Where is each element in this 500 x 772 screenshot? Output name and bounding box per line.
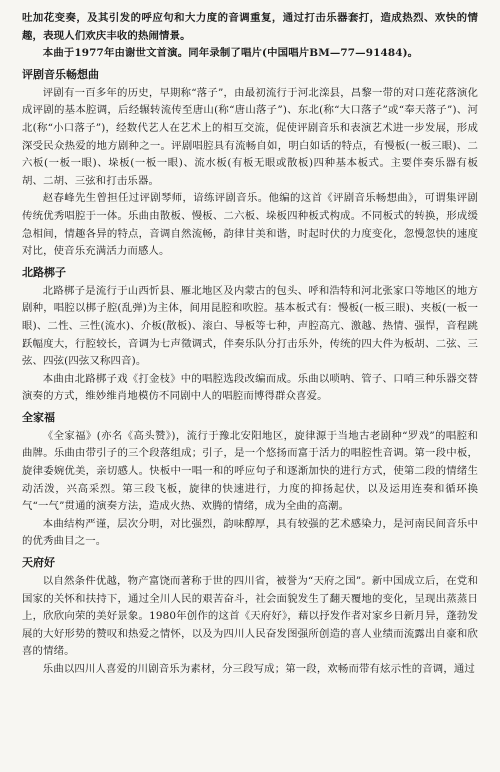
section-title-tianfuhao: 天府好 bbox=[22, 556, 55, 570]
section-tianfuhao-paragraph-2: 乐曲以四川人喜爱的川剧音乐为素材，分三段写成；第一段，欢畅而带有炫示性的音调，通过 bbox=[42, 663, 475, 675]
section-quanjiafu-paragraph-2: 本曲结构严谨，层次分明，对比强烈，韵味醇厚，具有较强的艺术感染力，是河南民间音乐中的优秀曲目之一。 bbox=[22, 517, 478, 548]
section-beilu-paragraph-2: 本曲由北路梆子戏《打金枝》中的唱腔选段改编而成。乐曲以唢呐、管子、口哨三种乐器交替演奏的方式，维妙维肖地模仿不同剧中人的唱腔而博得群众喜爱。 bbox=[22, 372, 478, 403]
section-tianfuhao bbox=[22, 554, 478, 679]
section-tianfuhao-paragraph-1: 以自然条件优越，物产富饶而著称于世的四川省，被誉为“天府之国”。新中国成立后，在党和国家的关怀和扶持下，通过全川人民的艰苦奋斗，社会面貌发生了翻天覆地的变化，呈现出蒸蒸日上，欣欣向荣的美好景象。1980年创作的这首《天府好》，藉以抒发作者对家乡日新月异，蓬勃发展的大好形势的赞叹和热爱之情怀，以及为四川人民奋发图强所创造的喜人业绩而流露出自豪和欣喜的情绪。 bbox=[22, 575, 478, 658]
section-quanjiafu-paragraph-1: 《全家福》(亦名《高头赞》)，流行于豫北安阳地区，旋律源于当地古老剧种“罗戏”的唱腔和曲牌。乐曲由带引子的三个段落组成；引子，是一个悠扬而富于活力的唱腔性音调。第一段中板，旋律委婉优美，亲切感人。快板中一唱一和的呼应句子和逐渐加快的进行方式，使第二段的情绪生动活泼，兴高采烈。第三段飞板，旋律的快速进行，力度的抑扬起伏，以及运用连奏和循环换气“一气”贯通的演奏方法，造成火热、欢腾的情绪，成为全曲的高潮。 bbox=[22, 429, 478, 513]
section-pingju-paragraph-2: 赵春峰先生曾担任过评剧琴师，谙练评剧音乐。他编的这首《评剧音乐畅想曲》，可谓集评剧传统优秀唱腔于一体。乐曲由散板、慢板、二六板、垛板四种板式构成。不同板式的转换，形成缓急相间，情趣各异的特点，音调自然流畅，韵律甘美和谐，时起时伏的力度变化，忽慢忽快的速度对比，使音乐充满活力而感人。 bbox=[22, 192, 478, 258]
section-pingju bbox=[22, 66, 478, 261]
intro-paragraph-1: 吐加花变奏，及其引发的呼应句和大力度的音调重复，通过打击乐器套打，造成热烈、欢快的情趣，表现人们欢庆丰收的热闹情景。 bbox=[22, 12, 478, 42]
section-title-beilu-bangzi: 北路梆子 bbox=[22, 265, 66, 279]
section-title-pingju: 评剧音乐畅想曲 bbox=[22, 67, 99, 81]
section-beilu-paragraph-1: 北路梆子是流行于山西忻县、雁北地区及内蒙古的包头、呼和浩特和河北张家口等地区的地方剧种，唱腔以梆子腔(乱弹)为主体，间用昆腔和吹腔。基本板式有：慢板(一板三眼)、夹板(一板一眼)、二性、三性(流水)、介板(散板)、滚白、导板等七种，声腔高亢、激越、热情、强悍，音程跳跃幅度大，行腔较长，音调为七声徵调式，伴奏乐队分打击乐外，传统的四大件为板胡、二弦、三弦、四弦(四弦又称四音)。 bbox=[22, 284, 478, 368]
section-beilu-bangzi bbox=[22, 264, 478, 406]
intro-paragraph-2: 本曲于1977年由谢世文首演。同年录制了唱片(中国唱片BM—77—91484)。 bbox=[42, 47, 419, 60]
section-title-quanjiafu: 全家福 bbox=[22, 410, 55, 424]
section-pingju-paragraph-1: 评剧有一百多年的历史，早期称“落子”，由最初流行于河北滦县，昌黎一带的对口莲花落演化成评剧的基本腔调，后经辗转流传至唐山(称“唐山落子”)、东北(称“大口落子”或“奉天落子”)、河北(称“小口落子”)，经数代艺人在艺术上的相互交流，促使评剧音乐和表演艺术进一步发展，形成深受民众热爱的地方剧种之一。评剧唱腔具有流畅自如，明白如话的特点，有慢板(一板三眼)、二六板(一板一眼)、垛板(一板一眼)、流水板(有板无眼或散板)四种基本板式。主要伴奏乐器有板胡、二胡、三弦和打击乐器。 bbox=[22, 86, 478, 187]
section-quanjiafu bbox=[22, 409, 478, 551]
